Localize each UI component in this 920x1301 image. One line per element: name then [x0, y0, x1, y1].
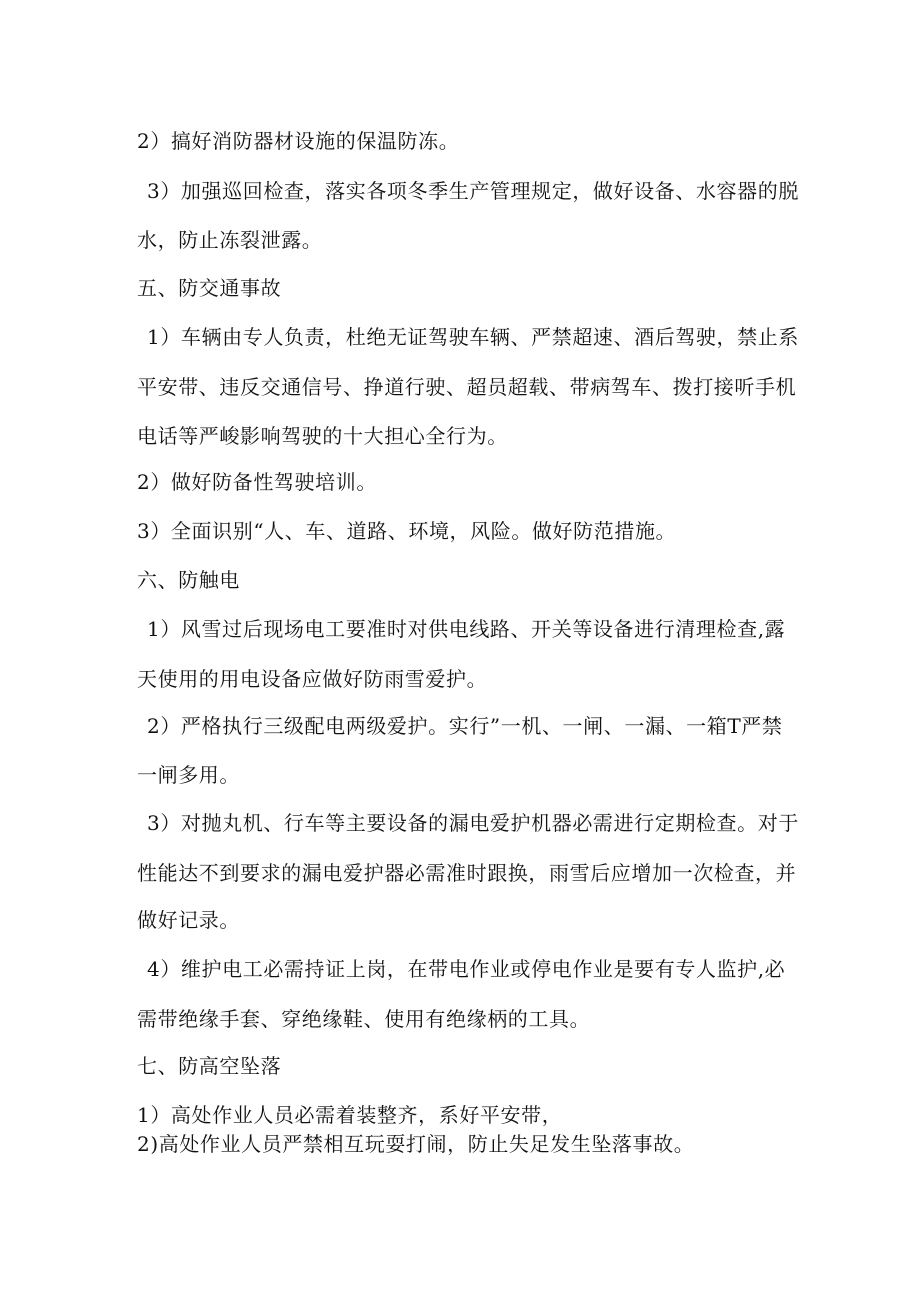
text-line: 一闸多用。 — [137, 763, 240, 787]
text-line: 需带绝缘手套、穿绝缘鞋、使用有绝缘柄的工具。 — [137, 1007, 591, 1031]
text-line: 3）对抛丸机、行车等主要设备的漏电爱护机器必需进行定期检查。对于 — [147, 811, 799, 835]
text-line: 2）做好防备性驾驶培训。 — [137, 470, 377, 494]
text-line: 天使用的用电设备应做好防雨雪爱护。 — [137, 667, 488, 691]
text-line: 3）加强巡回检查，落实各项冬季生产管理规定，做好设备、水容器的脱 — [147, 179, 799, 203]
text-line: 性能达不到要求的漏电爱护器必需准时跟换，雨雪后应增加一次检查，并 — [137, 861, 797, 885]
section-heading: 七、防高空坠落 — [137, 1054, 282, 1078]
section-heading: 五、防交通事故 — [137, 276, 282, 300]
section-heading: 六、防触电 — [137, 568, 240, 592]
text-line: 3）全面识别“人、车、道路、环境，风险。做好防范措施。 — [137, 519, 677, 543]
text-line: 做好记录。 — [137, 908, 240, 932]
text-line: 1）高处作业人员必需着装整齐，系好平安带， — [137, 1103, 563, 1127]
text-line: 4）维护电工必需持证上岗，在带电作业或停电作业是要有专人监护,必 — [147, 957, 786, 981]
text-line: 水，防止冻裂泄露。 — [137, 228, 323, 252]
text-line: 2)高处作业人员严禁相互玩耍打闹，防止失足发生坠落事故。 — [137, 1132, 695, 1156]
text-line: 1）车辆由专人负责，杜绝无证驾驶车辆、严禁超速、酒后驾驶，禁止系 — [147, 325, 799, 349]
text-line: 2）搞好消防器材设施的保温防冻。 — [137, 129, 460, 153]
text-line: 1）风雪过后现场电工要准时对供电线路、开关等设备进行清理检查,露 — [147, 617, 786, 641]
text-line: 平安带、违反交通信号、挣道行驶、超员超载、带病驾车、拨打接听手机 — [137, 375, 797, 399]
text-line: 电话等严峻影响驾驶的十大担心全行为。 — [137, 424, 508, 448]
text-line: 2）严格执行三级配电两级爱护。实行”一机、一闸、一漏、一箱T严禁 — [147, 714, 783, 738]
